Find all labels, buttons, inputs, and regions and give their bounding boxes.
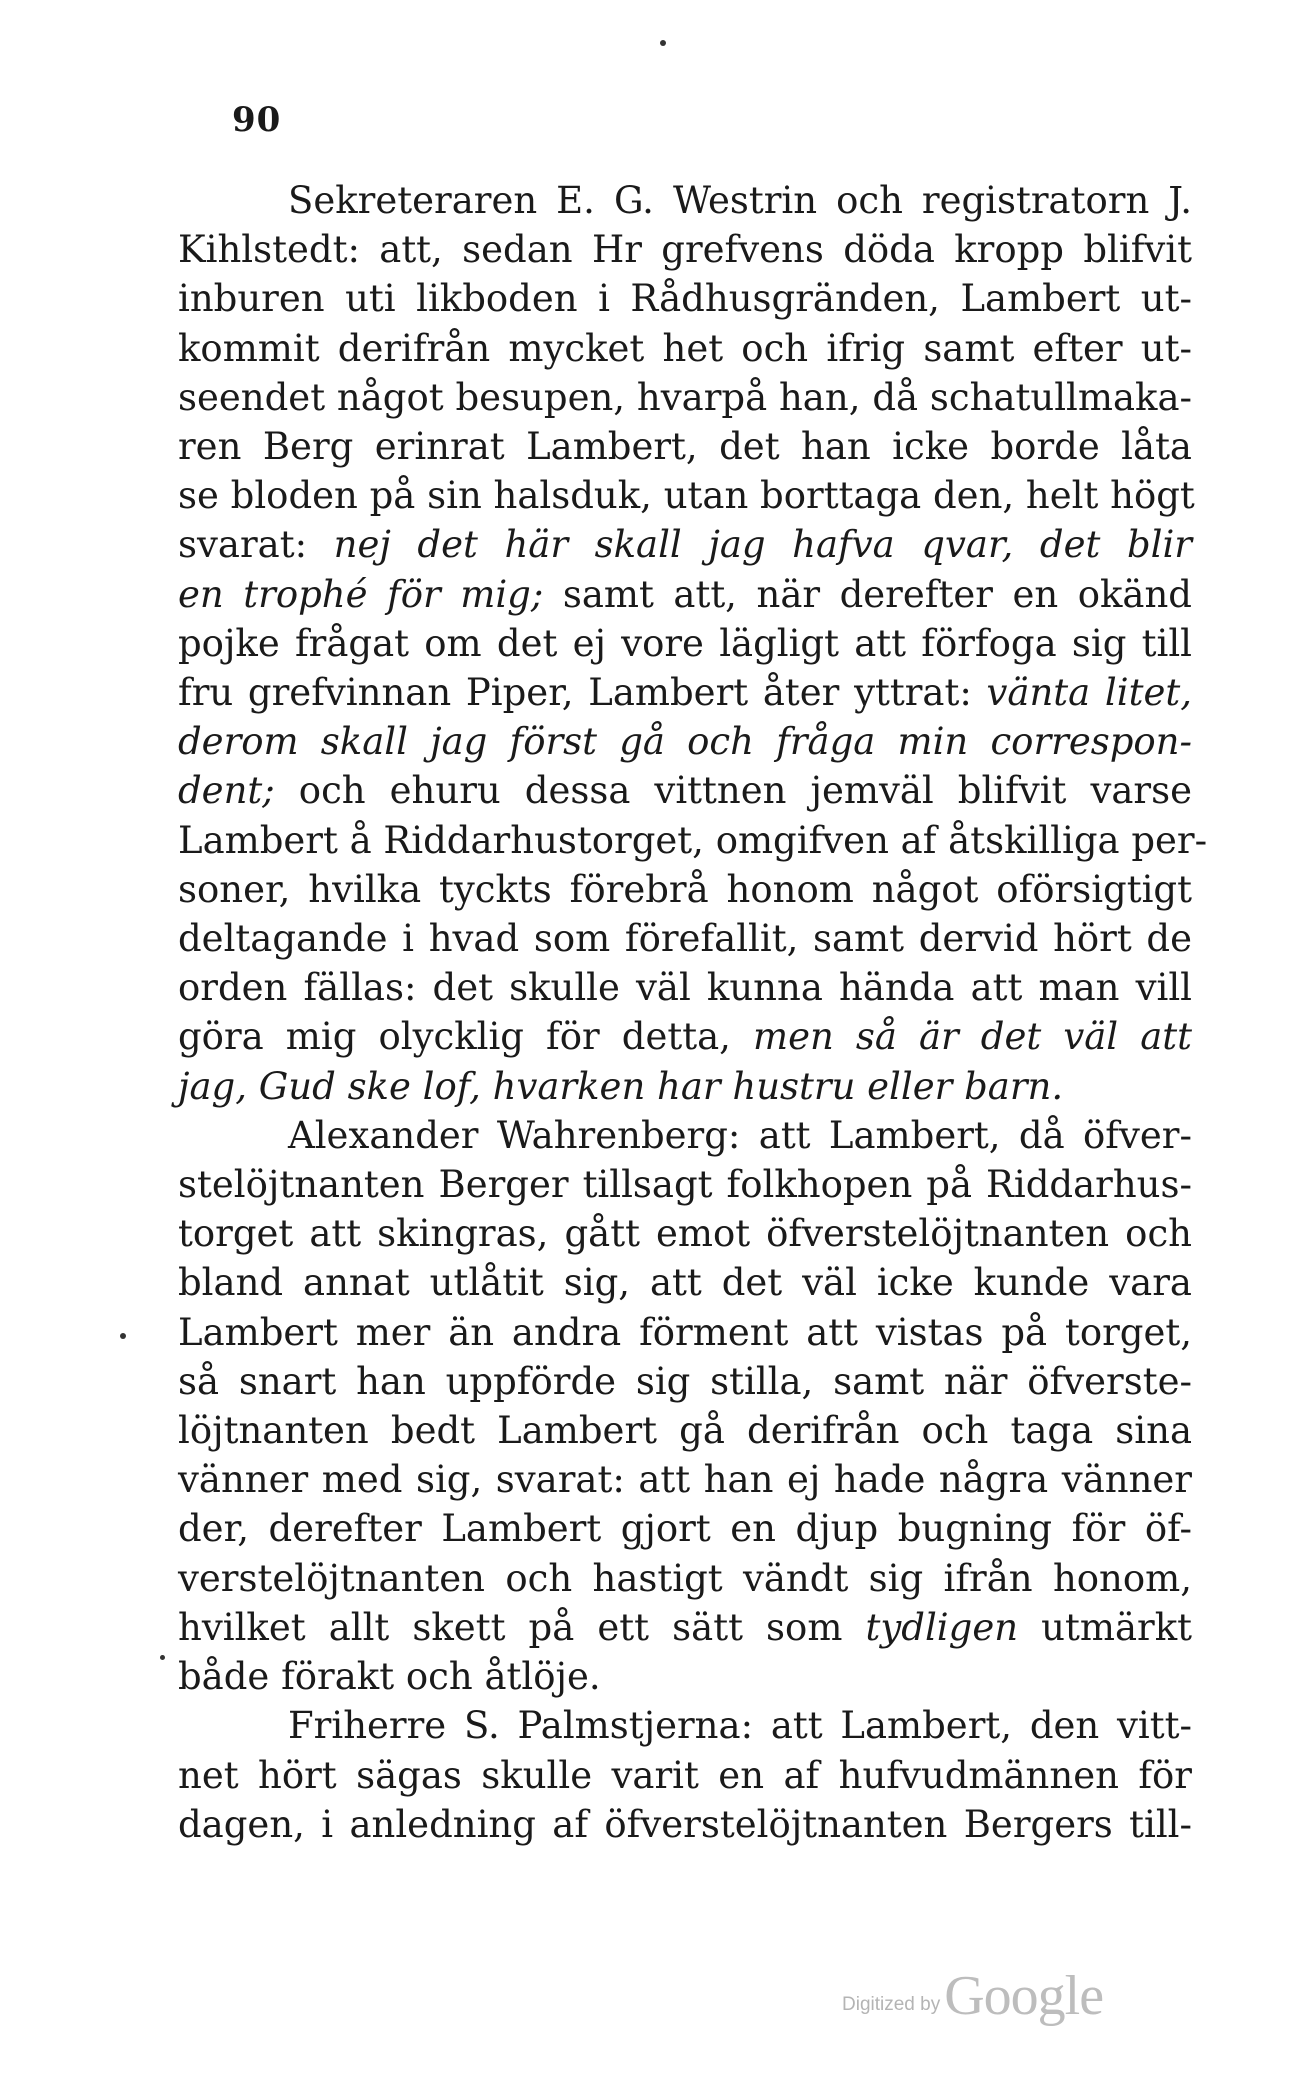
text-line xyxy=(178,1062,1192,1111)
italic-text: en trophé för mig; xyxy=(178,572,544,616)
text-line: orden fällas: det skulle väl kunna hända att man vill xyxy=(178,966,1192,1010)
text-line: Lambert å Riddarhustorget, omgifven af åtskilliga per- xyxy=(178,818,1208,862)
text-line: torget att skingras, gått emot öfverstelöjtnanten och xyxy=(178,1212,1192,1256)
text-line: dagen, i anledning af öfverstelöjtnanten Bergers till- xyxy=(178,1802,1192,1846)
text-line: Lambert mer än andra förment att vistas på torget, xyxy=(178,1310,1192,1354)
digitized-by-label: Digitized by xyxy=(842,1994,941,2015)
text-line xyxy=(178,520,1192,569)
page-number: 90 xyxy=(232,100,282,140)
text-run: hvilket allt skett på ett sätt som xyxy=(178,1605,866,1649)
body-text xyxy=(178,176,1208,1849)
text-line xyxy=(178,1012,1192,1061)
text-line: vänner med sig, svarat: att han ej hade några vänner xyxy=(178,1458,1192,1502)
text-line: pojke frågat om det ej vore lägligt att förfoga sig till xyxy=(178,621,1192,665)
text-line: Alexander Wahrenberg: att Lambert, då öfver- xyxy=(288,1113,1192,1157)
italic-text: derom skall jag först gå och fråga min correspon- xyxy=(178,720,1192,764)
text-line: löjtnanten bedt Lambert gå derifrån och taga sina xyxy=(178,1409,1192,1453)
text-line: ren Berg erinrat Lambert, det han icke borde låta xyxy=(178,425,1192,469)
italic-text: nej det här skall jag hafva qvar, det blir xyxy=(333,523,1192,567)
italic-text: vänta litet, xyxy=(986,671,1192,715)
text-line: seendet något besupen, hvarpå han, då schatullmaka- xyxy=(178,375,1192,419)
italic-text: jag, Gud ske lof, hvarken har hustru eller barn. xyxy=(178,1064,1064,1108)
italic-text: dent; xyxy=(178,769,275,813)
text-run: göra mig olycklig för detta, xyxy=(178,1015,753,1059)
text-run: utmärkt xyxy=(1018,1605,1192,1649)
text-line: se bloden på sin halsduk, utan borttaga den, helt högt xyxy=(178,474,1195,518)
italic-text: tydligen xyxy=(865,1605,1019,1649)
text-line: deltagande i hvad som förefallit, samt dervid hört de xyxy=(178,917,1192,961)
text-line: der, derefter Lambert gjort en djup bugning för öf- xyxy=(178,1507,1192,1551)
text-line: net hört sägas skulle varit en af hufvudmännen för xyxy=(178,1753,1192,1797)
text-line: bland annat utlåtit sig, att det väl icke kunde vara xyxy=(178,1261,1192,1305)
scan-speck xyxy=(120,1333,126,1339)
text-line: Friherre S. Palmstjerna: att Lambert, den vitt- xyxy=(288,1704,1192,1748)
text-line: Kihlstedt: att, sedan Hr grefvens döda kropp blifvit xyxy=(178,228,1192,272)
text-line: stelöjtnanten Berger tillsagt folkhopen på Riddarhus- xyxy=(178,1163,1192,1207)
text-line xyxy=(178,766,1192,815)
text-line: soner, hvilka tyckts förebrå honom något oförsigtigt xyxy=(178,867,1192,911)
text-line: både förakt och åtlöje. xyxy=(178,1655,601,1699)
paragraph xyxy=(178,1701,1192,1849)
text-line xyxy=(178,570,1192,619)
paragraph xyxy=(178,176,1208,1111)
text-line: Sekreteraren E. G. Westrin och registratorn J. xyxy=(288,179,1192,222)
text-line: kommit derifrån mycket het och ifrig samt efter ut- xyxy=(178,326,1192,370)
text-line xyxy=(178,668,1192,717)
text-line: så snart han uppförde sig stilla, samt när öfverste- xyxy=(178,1359,1192,1403)
google-logo: Google xyxy=(944,1965,1104,2027)
scan-speck xyxy=(160,1655,165,1660)
text-run: fru grefvinnan Piper, Lambert åter yttrat: xyxy=(178,671,987,715)
text-run: svarat: xyxy=(178,523,334,567)
text-run: samt att, när derefter en okänd xyxy=(543,572,1192,616)
text-line xyxy=(178,717,1192,766)
scan-speck xyxy=(660,40,666,46)
text-run: och ehuru dessa vittnen jemväl blifvit varse xyxy=(274,769,1192,813)
text-line: verstelöjtnanten och hastigt vändt sig ifrån honom, xyxy=(178,1556,1192,1600)
paragraph xyxy=(178,1111,1192,1701)
italic-text: men så är det väl att xyxy=(752,1015,1192,1059)
text-line: inburen uti likboden i Rådhusgränden, Lambert ut- xyxy=(178,277,1192,321)
text-line xyxy=(178,1603,1192,1652)
digitized-by-google-watermark xyxy=(842,1965,1104,2027)
